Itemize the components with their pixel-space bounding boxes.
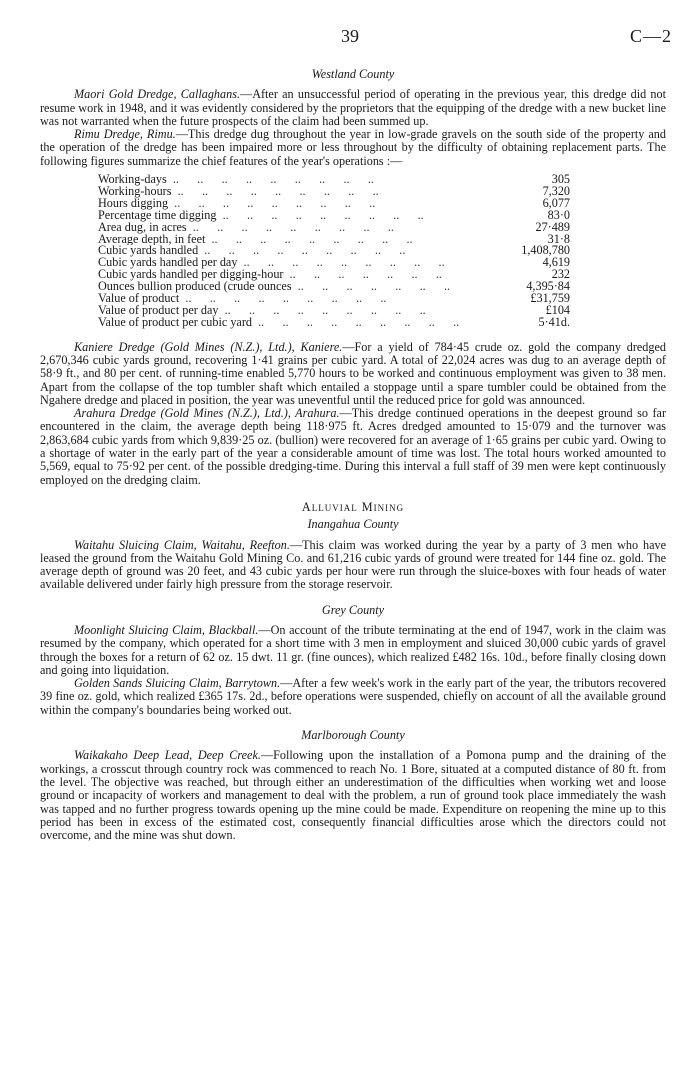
operations-row (40, 290, 666, 305)
operations-label: Value of product .. (40, 293, 460, 305)
paragraph-rimu-dredge (40, 128, 666, 168)
paragraph-waitahu-claim (40, 539, 666, 592)
operations-value: £31,759 (530, 290, 570, 305)
operations-value: 7,320 (542, 183, 570, 198)
paragraph-golden-sands-claim (40, 677, 666, 717)
section-heading-westland: Westland County (311, 67, 395, 81)
operations-label: Value of product per cubic yard .. (40, 317, 460, 329)
section-heading-grey: Grey County (321, 602, 385, 617)
operations-row (40, 302, 666, 317)
operations-value: 27·489 (535, 219, 570, 234)
paragraph-waikakaho-lead (40, 749, 666, 842)
operations-value: 4,619 (542, 255, 570, 270)
page-code: C—2 (629, 26, 672, 46)
operations-label: Working-hours .. (40, 186, 460, 198)
paragraph-text: —This dredge continued operations in the deepest ground so far encountered in the claim, the average depth being 118·975 ft. Acres dredged amounted to 15·079 and the turnover was 2,863,684 cubic yards from which 9,839·25 oz. (bullion) were recovered for an average of 1·65 grains per cubic yard. Owing to a shortage of water in the early part of the year a considerable amount of time was lost. The total hours worked amounted to 5,569, equal to 75·92 per cent. of the possible dredging-time. During this interval a full staff of 39 men were kept continuously employed on the dredging claim. (40, 406, 667, 487)
paragraph-title: Arahura Dredge (Gold Mines (N.Z.), Ltd.), Arahura. (74, 406, 340, 421)
operations-row (40, 219, 666, 234)
paragraph-text: —On account of the tribute terminating at the end of 1947, work in the claim was resumed by the company, which operated for a short time with 3 men in employment and sluiced 30,000 cubic yards of gravel through the boxes for a return of 62 oz. 15 dwt. 11 gr. (fine ounces), which realized £482 16s. 10d., before finally closing down and going into liquidation. (40, 623, 666, 677)
operations-label: Value of product per day .. (40, 305, 460, 317)
operations-value: 4,395·84 (526, 279, 570, 294)
operations-label: Cubic yards handled per digging-hour .. (40, 269, 460, 281)
operations-label: Ounces bullion produced (crude ounces .. (40, 281, 460, 293)
paragraph-title: Kaniere Dredge (Gold Mines (N.Z.), Ltd.), Kaniere. (74, 339, 343, 354)
operations-row (40, 245, 666, 257)
page-content (40, 62, 666, 842)
paragraph-maori-dredge (40, 88, 666, 128)
section-heading-marlborough: Marlborough County (301, 728, 405, 743)
operations-label: Cubic yards handled per day .. (40, 257, 460, 269)
operations-row (40, 314, 666, 329)
page-number: 39 (341, 26, 359, 46)
operations-label: Working-days .. (40, 174, 460, 186)
operations-value: 232 (551, 267, 570, 282)
paragraph-title: Moonlight Sluicing Claim, Blackball. (74, 623, 259, 637)
operations-value: 5·41d. (538, 314, 570, 329)
operations-value: 1,408,780 (521, 243, 570, 258)
operations-row (40, 231, 666, 246)
operations-value: £104 (545, 302, 570, 317)
paragraph-arahura-dredge (40, 407, 666, 487)
operations-row (40, 195, 666, 210)
paragraph-text: —Following upon the installation of a Pomona pump and the draining of the workings, a crosscut through country rock was commenced to reach No. 1 Bore, situated at a computed distance of 80 ft. from the level. The objective was reached, but through either an underestimation of the difficulties when working wet and loose ground or incapacity of workers and management to deal with the problem, a run of ground took place immediately the wash was tapped and no further progress towards opening up the mine could be made. Expenditure on reopening the mine up to this period has been in excess of the estimated cost, consequently financial difficulties arose which the directors could not overcome, and the mine was shut down. (40, 748, 667, 843)
paragraph-title: Maori Gold Dredge, Callaghans. (74, 87, 240, 102)
paragraph-text: —After a few week's work in the early part of the year, the tributors recovered 39 fine oz. gold, which realized £365 17s. 2d., before operations were suspended, chiefly on account of all the available ground within the company's boundaries being worked out. (40, 676, 666, 717)
paragraph-title: Waitahu Sluicing Claim, Waitahu, Reefton. (74, 537, 290, 552)
paragraph-title: Rimu Dredge, Rimu. (74, 127, 176, 142)
operations-row (40, 257, 666, 269)
operations-row (40, 174, 666, 186)
paragraph-title: Golden Sands Sluicing Claim, Barrytown. (74, 676, 281, 691)
section-heading-alluvial-mining: Alluvial Mining (301, 499, 405, 514)
operations-value: 83·0 (547, 207, 570, 222)
operations-row (40, 207, 666, 222)
operations-row (40, 183, 666, 198)
operations-label: Average depth, in feet .. (40, 234, 460, 246)
paragraph-kaniere-dredge (40, 341, 666, 407)
paragraph-moonlight-claim (40, 624, 666, 677)
operations-label: Percentage time digging .. (40, 210, 460, 222)
paragraph-text: —After an unsuccessful period of operating in the previous year, this dredge did not resume work in 1948, and it was evidently considered by the proprietors that the equipping of the dredge with a new bucket line was not warranted when the future prospects of the claim had been summed up. (40, 87, 667, 128)
operations-row (40, 269, 666, 281)
operations-row (40, 281, 666, 293)
operations-value: 6,077 (542, 195, 570, 210)
paragraph-text: —This claim was worked during the year by a party of 3 men who have leased the ground from the Waitahu Gold Mining Co. and 61,216 cubic yards of ground were treated for 144 fine oz. gold. The average depth of ground was 20 feet, and 43 cubic yards per hour were run through the sluice-boxes with four heads of water available delivered under fairly high pressure from the storage reservoir. (40, 537, 666, 592)
operations-label: Hours digging .. (40, 198, 460, 210)
operations-value: 305 (551, 172, 570, 187)
operations-table (40, 174, 666, 329)
section-heading-inangahua: Inangahua County (307, 517, 399, 532)
operations-label: Area dug, in acres .. (40, 222, 460, 234)
operations-label: Cubic yards handled .. (40, 245, 460, 257)
paragraph-title: Waikakaho Deep Lead, Deep Creek. (74, 748, 261, 763)
operations-value: 31·8 (547, 231, 570, 246)
paragraph-text: —This dredge dug throughout the year in low-grade gravels on the south side of the property and the operation of the dredge has been impaired more or less throughout by the difficulty of obtaining replacement parts. The following figures summarize the chief features of the year's operations :— (40, 127, 666, 168)
paragraph-text: —For a yield of 784·45 crude oz. gold the company dredged 2,670,346 cubic yards ground, recovering 1·41 grains per cubic yard. A total of 22,024 acres was dug to an average depth of 58·9 ft., and 80 per cent. of running-time enabled 5,770 hours to be worked and continuous employment was given to 38 men. Apart from the collapse of the top tumbler shaft which entailed a stoppage until a spare tumbler could be obtained from the Ngahere dredge and placed in position, the year was uneventful until the reduced price for gold was announced. (40, 339, 666, 407)
